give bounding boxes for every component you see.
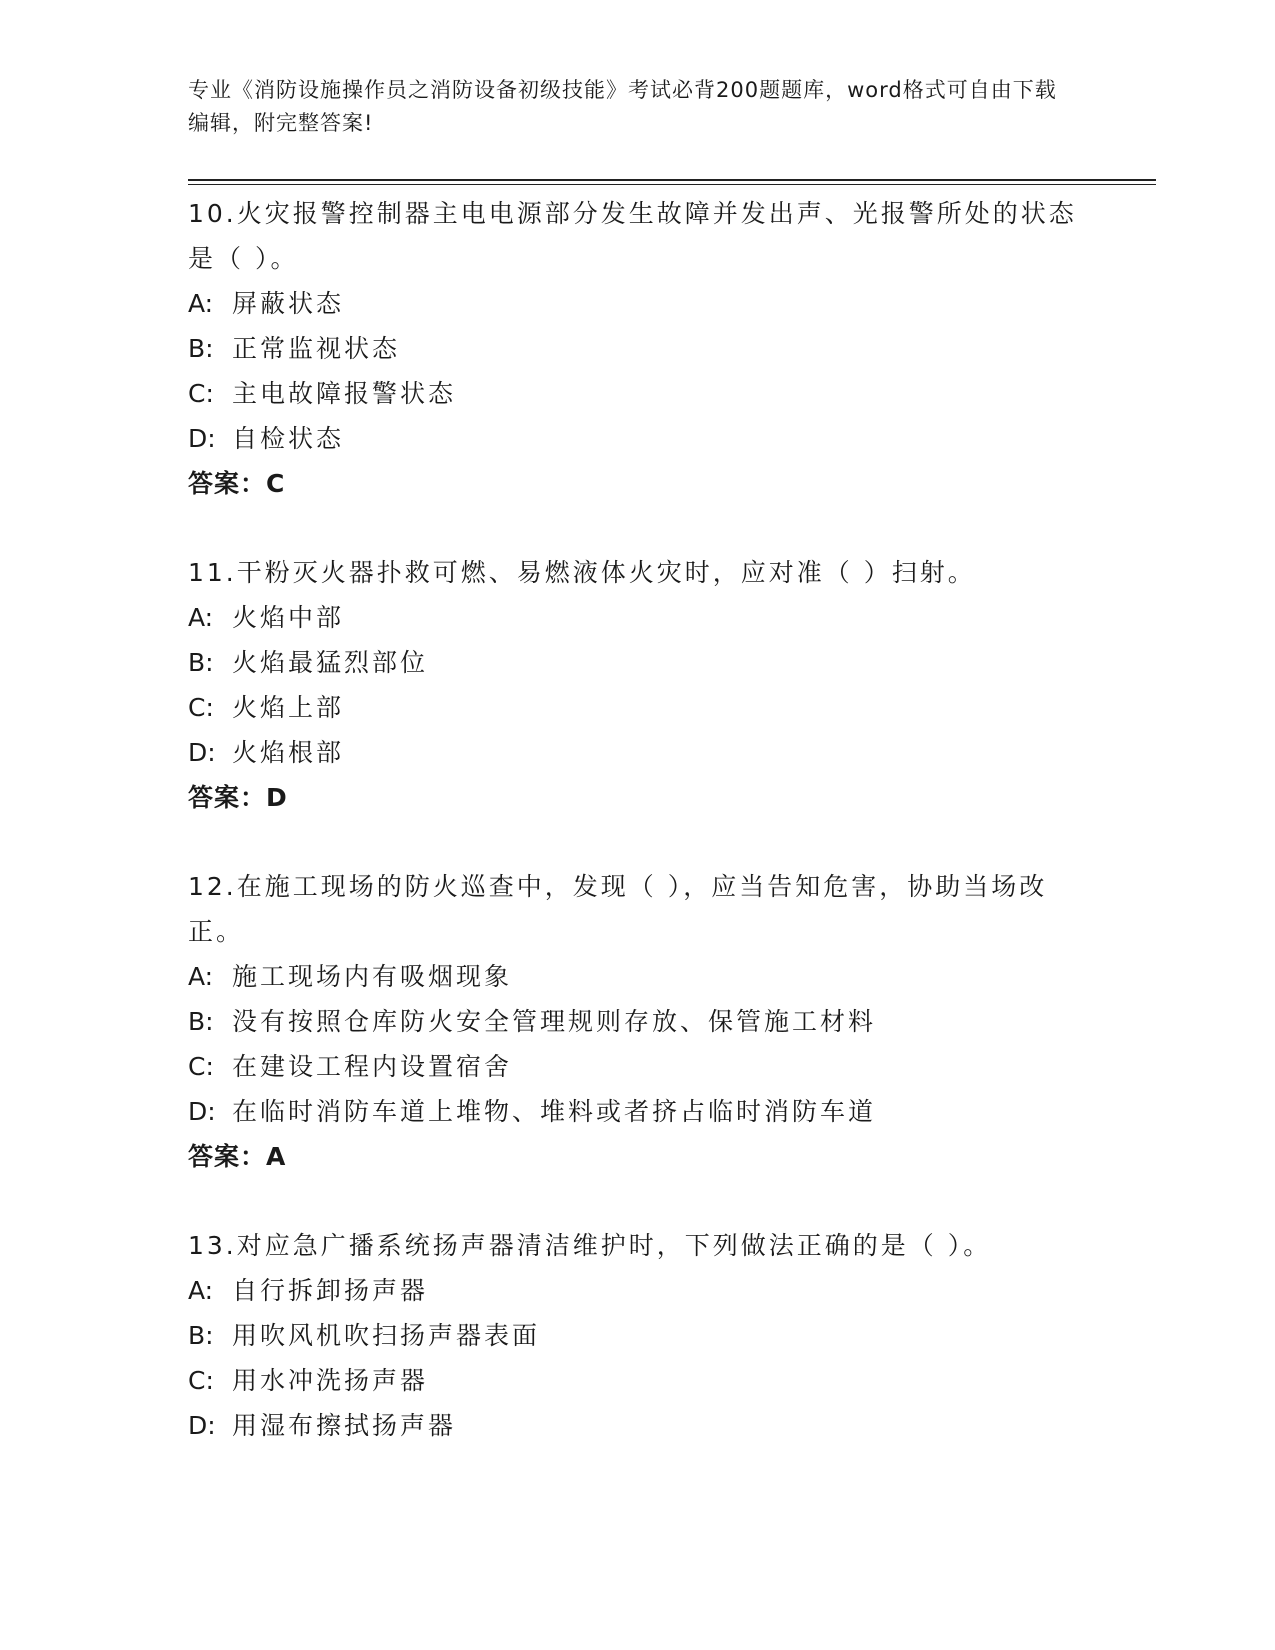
- option-text: 用水冲洗扬声器: [232, 1366, 429, 1395]
- option-text: 火焰最猛烈部位: [232, 648, 429, 677]
- option-d: [188, 1403, 1088, 1448]
- option-key: D:: [188, 1411, 216, 1440]
- question-13: [188, 1223, 1088, 1448]
- option-key: C:: [188, 1366, 214, 1395]
- option-key: C:: [188, 693, 214, 722]
- option-text: 用吹风机吹扫扬声器表面: [232, 1321, 541, 1350]
- option-c: [188, 371, 1088, 416]
- option-key: B:: [188, 334, 214, 363]
- option-b: [188, 640, 1088, 685]
- question-10: [188, 191, 1088, 506]
- option-a: [188, 954, 1088, 999]
- option-key: B:: [188, 1321, 214, 1350]
- option-key: A:: [188, 1276, 214, 1305]
- option-d: [188, 416, 1088, 461]
- option-d: [188, 730, 1088, 775]
- option-key: D:: [188, 424, 216, 453]
- option-b: [188, 1313, 1088, 1358]
- answer-line: 答案：D: [188, 783, 288, 812]
- question-text: 10.火灾报警控制器主电电源部分发生故障并发出声、光报警所处的状态是（ ）。: [188, 199, 1077, 273]
- option-text: 自行拆卸扬声器: [232, 1276, 429, 1305]
- option-c: [188, 1358, 1088, 1403]
- option-key: D:: [188, 1097, 216, 1126]
- option-text: 自检状态: [232, 424, 345, 453]
- option-b: [188, 999, 1088, 1044]
- option-text: 火焰中部: [232, 603, 345, 632]
- option-d: [188, 1089, 1088, 1134]
- question-text: 13.对应急广播系统扬声器清洁维护时，下列做法正确的是（ ）。: [188, 1231, 992, 1260]
- question-text: 11.干粉灭火器扑救可燃、易燃液体火灾时，应对准（ ）扫射。: [188, 558, 976, 587]
- option-b: [188, 326, 1088, 371]
- option-key: C:: [188, 379, 214, 408]
- option-text: 主电故障报警状态: [232, 379, 457, 408]
- header-intro-text: 专业《消防设施操作员之消防设备初级技能》考试必背200题题库，word格式可自由下载编辑，附完整答案!: [188, 78, 1057, 135]
- option-text: 火焰上部: [232, 693, 345, 722]
- header-divider-thin: [188, 184, 1156, 185]
- document-header: [188, 74, 1068, 140]
- option-key: A:: [188, 962, 214, 991]
- option-key: D:: [188, 738, 216, 767]
- option-text: 火焰根部: [232, 738, 345, 767]
- option-key: B:: [188, 648, 214, 677]
- option-key: C:: [188, 1052, 214, 1081]
- option-text: 没有按照仓库防火安全管理规则存放、保管施工材料: [232, 1007, 877, 1036]
- option-c: [188, 1044, 1088, 1089]
- option-text: 施工现场内有吸烟现象: [232, 962, 513, 991]
- option-text: 在建设工程内设置宿舍: [232, 1052, 513, 1081]
- question-list: [188, 191, 1088, 1492]
- header-divider-thick: [188, 179, 1156, 181]
- option-key: B:: [188, 1007, 214, 1036]
- answer-line: 答案：C: [188, 469, 286, 498]
- option-text: 在临时消防车道上堆物、堆料或者挤占临时消防车道: [232, 1097, 877, 1126]
- option-c: [188, 685, 1088, 730]
- option-a: [188, 281, 1088, 326]
- question-11: [188, 550, 1088, 820]
- question-text: 12.在施工现场的防火巡查中，发现（ ），应当告知危害，协助当场改正。: [188, 872, 1048, 946]
- option-text: 正常监视状态: [232, 334, 401, 363]
- question-12: [188, 864, 1088, 1179]
- option-text: 屏蔽状态: [232, 289, 345, 318]
- option-a: [188, 595, 1088, 640]
- option-a: [188, 1268, 1088, 1313]
- option-text: 用湿布擦拭扬声器: [232, 1411, 457, 1440]
- option-key: A:: [188, 603, 214, 632]
- answer-line: 答案：A: [188, 1142, 287, 1171]
- option-key: A:: [188, 289, 214, 318]
